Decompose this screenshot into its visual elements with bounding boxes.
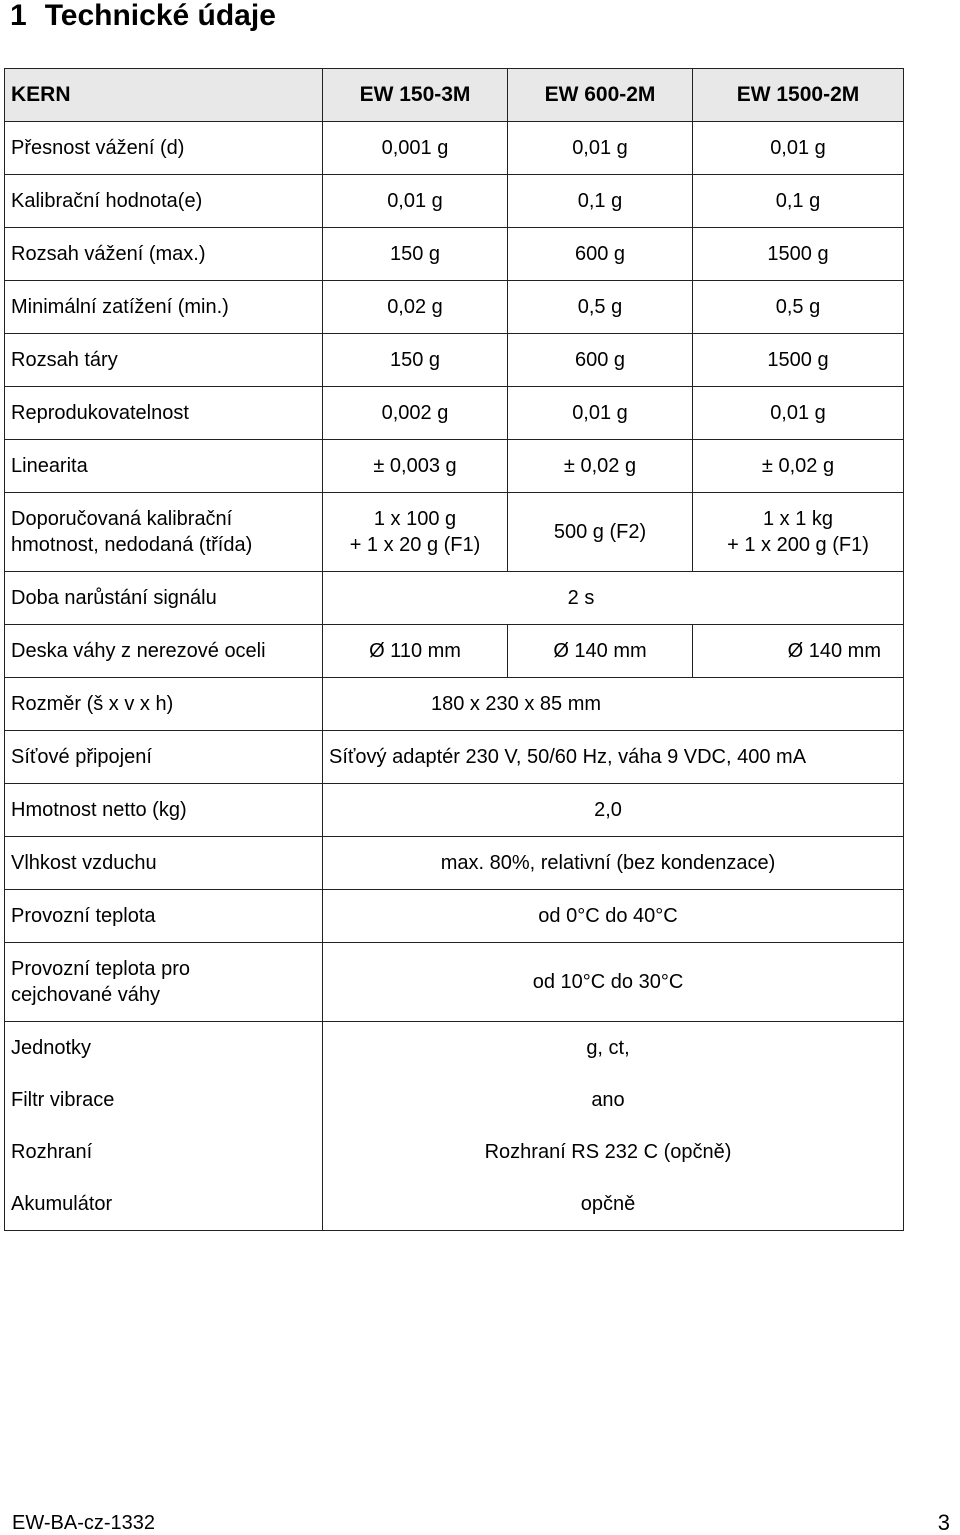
- row-label: Hmotnost netto (kg): [5, 784, 323, 837]
- row-label: Deska váhy z nerezové oceli: [5, 625, 323, 678]
- row-value: od 10°C do 30°C: [323, 943, 904, 1022]
- row-value: 180 x 230 x 85 mm: [323, 678, 904, 731]
- row-label: Kalibrační hodnota(e): [5, 175, 323, 228]
- row-value: 0,01 g: [508, 387, 693, 440]
- table-row: [5, 1178, 904, 1231]
- table-row-calibration: [5, 493, 904, 572]
- row-label: Akumulátor: [5, 1178, 323, 1231]
- table-row: [5, 943, 904, 1022]
- value-line: 1 x 100 g: [373, 508, 457, 530]
- row-value: od 0°C do 40°C: [323, 890, 904, 943]
- header-model-3: EW 1500-2M: [693, 69, 904, 122]
- table-row: [5, 572, 904, 625]
- heading-number: 1: [10, 0, 27, 32]
- row-label: Minimální zatížení (min.): [5, 281, 323, 334]
- row-value: 2,0: [323, 784, 904, 837]
- row-value: 150 g: [323, 228, 508, 281]
- row-value: ± 0,02 g: [508, 440, 693, 493]
- label-line: cejchované váhy: [11, 984, 160, 1006]
- row-value: 150 g: [323, 334, 508, 387]
- table-row: [5, 1074, 904, 1126]
- row-label: Vlhkost vzduchu: [5, 837, 323, 890]
- row-value: 0,001 g: [323, 122, 508, 175]
- row-value: ano: [323, 1074, 904, 1126]
- label-line: Doporučovaná kalibrační: [11, 508, 233, 530]
- row-label: Reprodukovatelnost: [5, 387, 323, 440]
- row-value: ± 0,003 g: [323, 440, 508, 493]
- label-line: hmotnost, nedodaná (třída): [11, 534, 253, 556]
- row-value: 0,1 g: [693, 175, 904, 228]
- row-value: Ø 110 mm: [323, 625, 508, 678]
- row-value: 1500 g: [693, 228, 904, 281]
- table-row: [5, 228, 904, 281]
- row-value: 0,5 g: [693, 281, 904, 334]
- row-value: [693, 493, 904, 572]
- row-value: 500 g (F2): [508, 493, 693, 572]
- table-header-row: [5, 69, 904, 122]
- label-line: Provozní teplota pro: [11, 958, 190, 980]
- table-row: [5, 678, 904, 731]
- row-value: Síťový adaptér 230 V, 50/60 Hz, váha 9 VDC, 400 mA: [323, 731, 904, 784]
- row-value: Rozhraní RS 232 C (opčně): [323, 1126, 904, 1178]
- heading-title: Technické údaje: [44, 0, 276, 32]
- row-label: Síťové připojení: [5, 731, 323, 784]
- row-value: g, ct,: [323, 1022, 904, 1075]
- value-line: + 1 x 200 g (F1): [727, 534, 869, 556]
- table-row: [5, 387, 904, 440]
- row-value: 0,01 g: [323, 175, 508, 228]
- row-value: 600 g: [508, 334, 693, 387]
- row-label: Přesnost vážení (d): [5, 122, 323, 175]
- row-value: 2 s: [323, 572, 904, 625]
- footer-page-number: 3: [937, 1510, 950, 1535]
- row-label: Rozhraní: [5, 1126, 323, 1178]
- row-value: 0,5 g: [508, 281, 693, 334]
- table-row: [5, 625, 904, 678]
- header-model-1: EW 150-3M: [323, 69, 508, 122]
- row-label: Jednotky: [5, 1022, 323, 1075]
- table-row: [5, 890, 904, 943]
- row-label: Rozsah táry: [5, 334, 323, 387]
- header-brand: KERN: [5, 69, 323, 122]
- table-row: [5, 122, 904, 175]
- row-value: ± 0,02 g: [693, 440, 904, 493]
- row-label: Rozsah vážení (max.): [5, 228, 323, 281]
- table-row: [5, 731, 904, 784]
- technical-data-table: [4, 68, 904, 1231]
- row-value: 600 g: [508, 228, 693, 281]
- row-label: Rozměr (š x v x h): [5, 678, 323, 731]
- row-value: max. 80%, relativní (bez kondenzace): [323, 837, 904, 890]
- table-row: [5, 175, 904, 228]
- row-value: 0,01 g: [693, 387, 904, 440]
- row-value: Ø 140 mm: [508, 625, 693, 678]
- row-value: 0,002 g: [323, 387, 508, 440]
- table-row: [5, 281, 904, 334]
- row-label: [5, 943, 323, 1022]
- row-value: 0,01 g: [693, 122, 904, 175]
- row-value: Ø 140 mm: [693, 625, 904, 678]
- row-value: 1500 g: [693, 334, 904, 387]
- table-row: [5, 1022, 904, 1075]
- row-label: [5, 493, 323, 572]
- row-label: Linearita: [5, 440, 323, 493]
- table-row: [5, 837, 904, 890]
- row-value: 0,02 g: [323, 281, 508, 334]
- footer-doc-id: EW-BA-cz-1332: [12, 1512, 156, 1534]
- row-label: Doba narůstání signálu: [5, 572, 323, 625]
- row-value: [323, 493, 508, 572]
- table-row: [5, 440, 904, 493]
- row-value: 0,1 g: [508, 175, 693, 228]
- table-row: [5, 784, 904, 837]
- row-label: Provozní teplota: [5, 890, 323, 943]
- header-model-2: EW 600-2M: [508, 69, 693, 122]
- row-label: Filtr vibrace: [5, 1074, 323, 1126]
- row-value: 0,01 g: [508, 122, 693, 175]
- value-line: + 1 x 20 g (F1): [349, 534, 481, 556]
- row-value: opčně: [323, 1178, 904, 1231]
- table-row: [5, 1126, 904, 1178]
- table-row: [5, 334, 904, 387]
- value-line: 1 x 1 kg: [762, 508, 834, 530]
- page-heading: [10, 0, 276, 32]
